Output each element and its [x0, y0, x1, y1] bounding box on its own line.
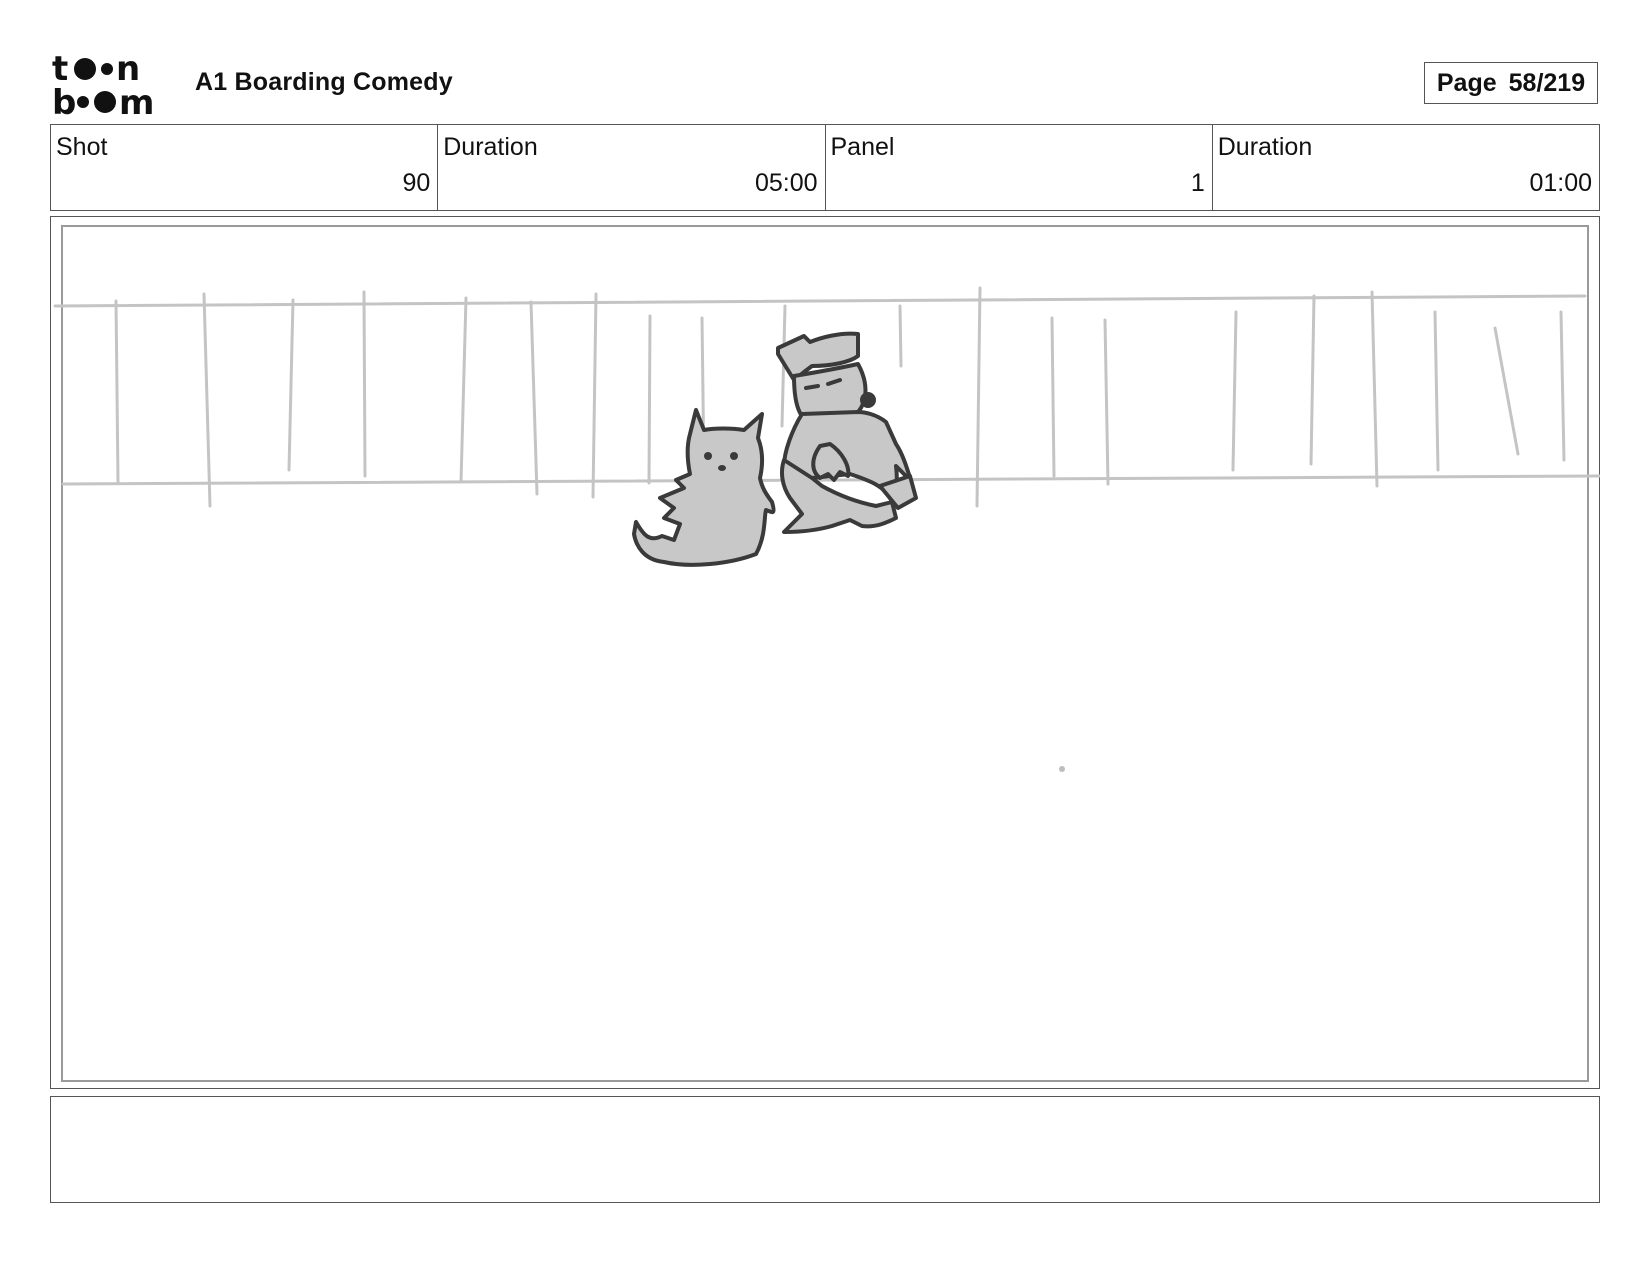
- panel-value: 1: [1190, 169, 1205, 197]
- page-number: 58/219: [1508, 68, 1586, 97]
- svg-text:t: t: [52, 50, 69, 89]
- toonboom-logo: [52, 50, 172, 118]
- shot-duration-label: Duration: [443, 133, 538, 161]
- project-title: A1 Boarding Comedy: [195, 68, 453, 96]
- panel-duration-value: 01:00: [1529, 169, 1592, 197]
- svg-text:b: b: [52, 83, 77, 118]
- page-indicator: [1424, 62, 1598, 104]
- crouching-character-sketch: [778, 334, 916, 532]
- shot-duration-cell: [438, 125, 825, 210]
- panel-duration-cell: [1213, 125, 1599, 210]
- panel-cell: [826, 125, 1213, 210]
- panel-duration-label: Duration: [1217, 133, 1313, 161]
- panel-notes-box[interactable]: [50, 1096, 1600, 1203]
- shot-cell: [51, 125, 438, 210]
- panel-sketch: [50, 216, 1600, 1089]
- shot-label: Shot: [56, 133, 108, 161]
- shot-value: 90: [402, 169, 431, 197]
- svg-text:m: m: [119, 83, 155, 118]
- shot-duration-value: 05:00: [754, 169, 818, 197]
- svg-text:n: n: [116, 50, 141, 89]
- shot-info-table: [50, 124, 1600, 211]
- panel-label: Panel: [830, 133, 895, 161]
- page-label: Page: [1436, 68, 1497, 97]
- cat-sketch: [634, 410, 774, 565]
